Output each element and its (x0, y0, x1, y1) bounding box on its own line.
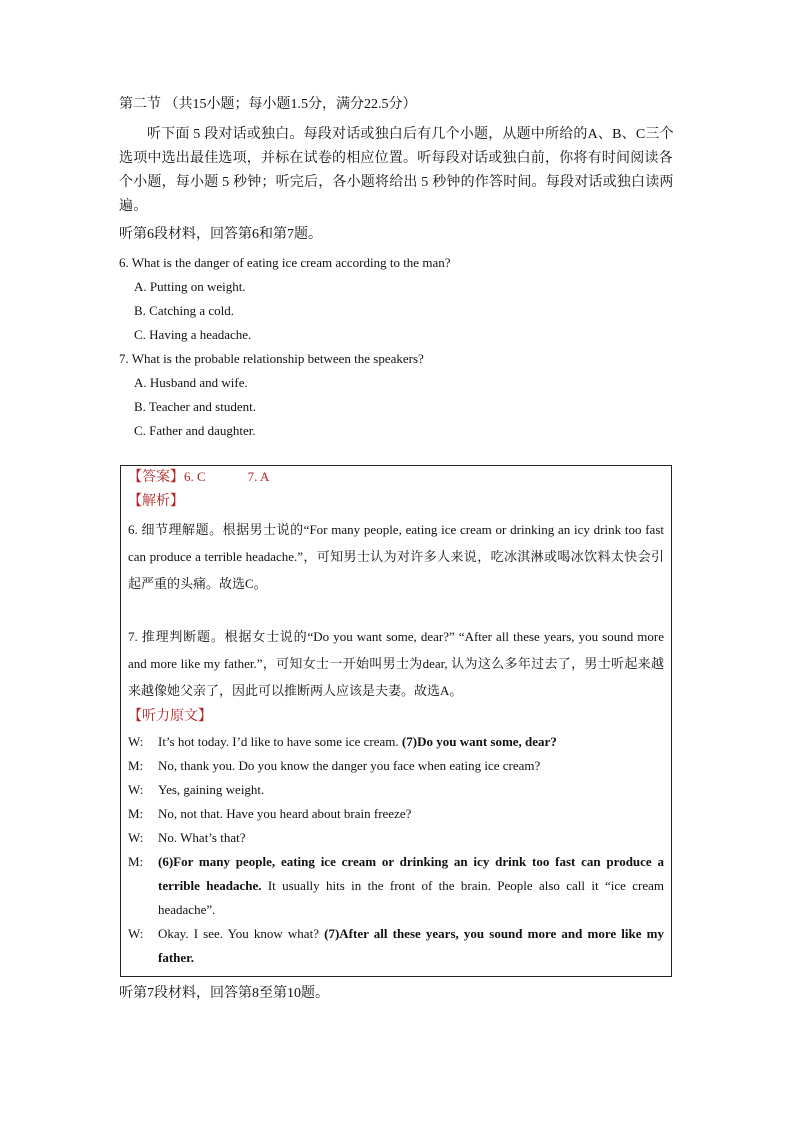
speaker: W: (128, 734, 144, 749)
option-b: B. Teacher and student. (134, 399, 256, 414)
utterance: No, not that. Have you heard about brain freeze? (158, 806, 412, 821)
transcript-line (128, 730, 664, 754)
speaker: W: (128, 830, 144, 845)
option-c: C. Having a headache. (134, 327, 252, 342)
analysis-7: 7. 推理判断题。根据女士说的“Do you want some, dear?” “After all these years, you sound more and more like my father.”，可知女士一开始叫男士为dear, 认为这么多年过去了，男士听起来越来越像她父亲了，因此可以推断两人应该是夫妻。故选A。 (128, 629, 664, 698)
transcript-line (128, 778, 664, 802)
instructions-block (119, 123, 675, 219)
question-stem: 7. What is the probable relationship between the speakers? (119, 351, 424, 366)
transcript-line (128, 850, 664, 922)
speaker: M: (128, 854, 144, 869)
key-sentence: (6)For many people, eating ice cream or drinking an icy drink too fast can produce a terrible headache. (158, 854, 664, 893)
answer-box (120, 465, 672, 977)
transcript-line (128, 922, 664, 970)
question-7 (119, 347, 675, 443)
material-heading: 听第6段材料，回答第6和第7题。 (119, 227, 322, 242)
answer-label: 【答案】 (128, 470, 184, 485)
speaker: W: (128, 926, 144, 941)
page-content (119, 93, 675, 443)
answer-line (128, 466, 664, 488)
speaker: M: (128, 806, 144, 821)
utterance: No, thank you. Do you know the danger you face when eating ice cream? (158, 758, 541, 773)
transcript-line (128, 802, 664, 826)
utterance: It’s hot today. I’d like to have some ice cream. (158, 734, 402, 749)
utterance-tail: It usually hits in the front of the brain. People also call it “ice cream headache”. (158, 878, 664, 917)
speaker: M: (128, 758, 144, 773)
key-sentence: (7)After all these years, you sound more and more like my father. (158, 926, 664, 965)
utterance: No. What’s that? (158, 830, 246, 845)
option-c: C. Father and daughter. (134, 423, 256, 438)
key-sentence: (7)Do you want some, dear? (401, 734, 557, 749)
question-6 (119, 251, 675, 347)
option-b: B. Catching a cold. (134, 303, 235, 318)
speaker: W: (128, 782, 144, 797)
option-a: A. Husband and wife. (134, 375, 248, 390)
next-material-heading: 听第7段材料，回答第8至第10题。 (119, 986, 329, 1001)
section-title: 第二节 （共15小题；每小题1.5分，满分22.5分） (119, 97, 417, 112)
transcript-line (128, 826, 664, 850)
question-stem: 6. What is the danger of eating ice cream according to the man? (119, 255, 451, 270)
transcript-line (128, 754, 664, 778)
analysis-label: 【解析】 (128, 494, 184, 509)
option-a: A. Putting on weight. (134, 279, 246, 294)
utterance: Okay. I see. You know what? (158, 926, 325, 941)
answer-7: 7. A (247, 469, 270, 484)
utterance: Yes, gaining weight. (158, 782, 265, 797)
transcript (128, 730, 664, 970)
analysis-6: 6. 细节理解题。根据男士说的“For many people, eating ice cream or drinking an icy drink too fast can produce a terrible headache.”，可知男士认为对许多人来说，吃冰淇淋或喝冰饮料太快会引起严重的头痛。故选C。 (128, 522, 664, 591)
transcript-label: 【听力原文】 (128, 709, 212, 724)
instructions-text: 听下面 5 段对话或独白。每段对话或独白后有几个小题，从题中所给的A、B、C三个选项中选出最佳选项，并标在试卷的相应位置。听每段对话或独白前，你将有时间阅读各个小题，每小题 5 秒钟；听完后，各小题将给出 5 秒钟的作答时间。每段对话或独白读两遍。 (119, 127, 674, 214)
answer-6: 6. C (184, 469, 206, 484)
